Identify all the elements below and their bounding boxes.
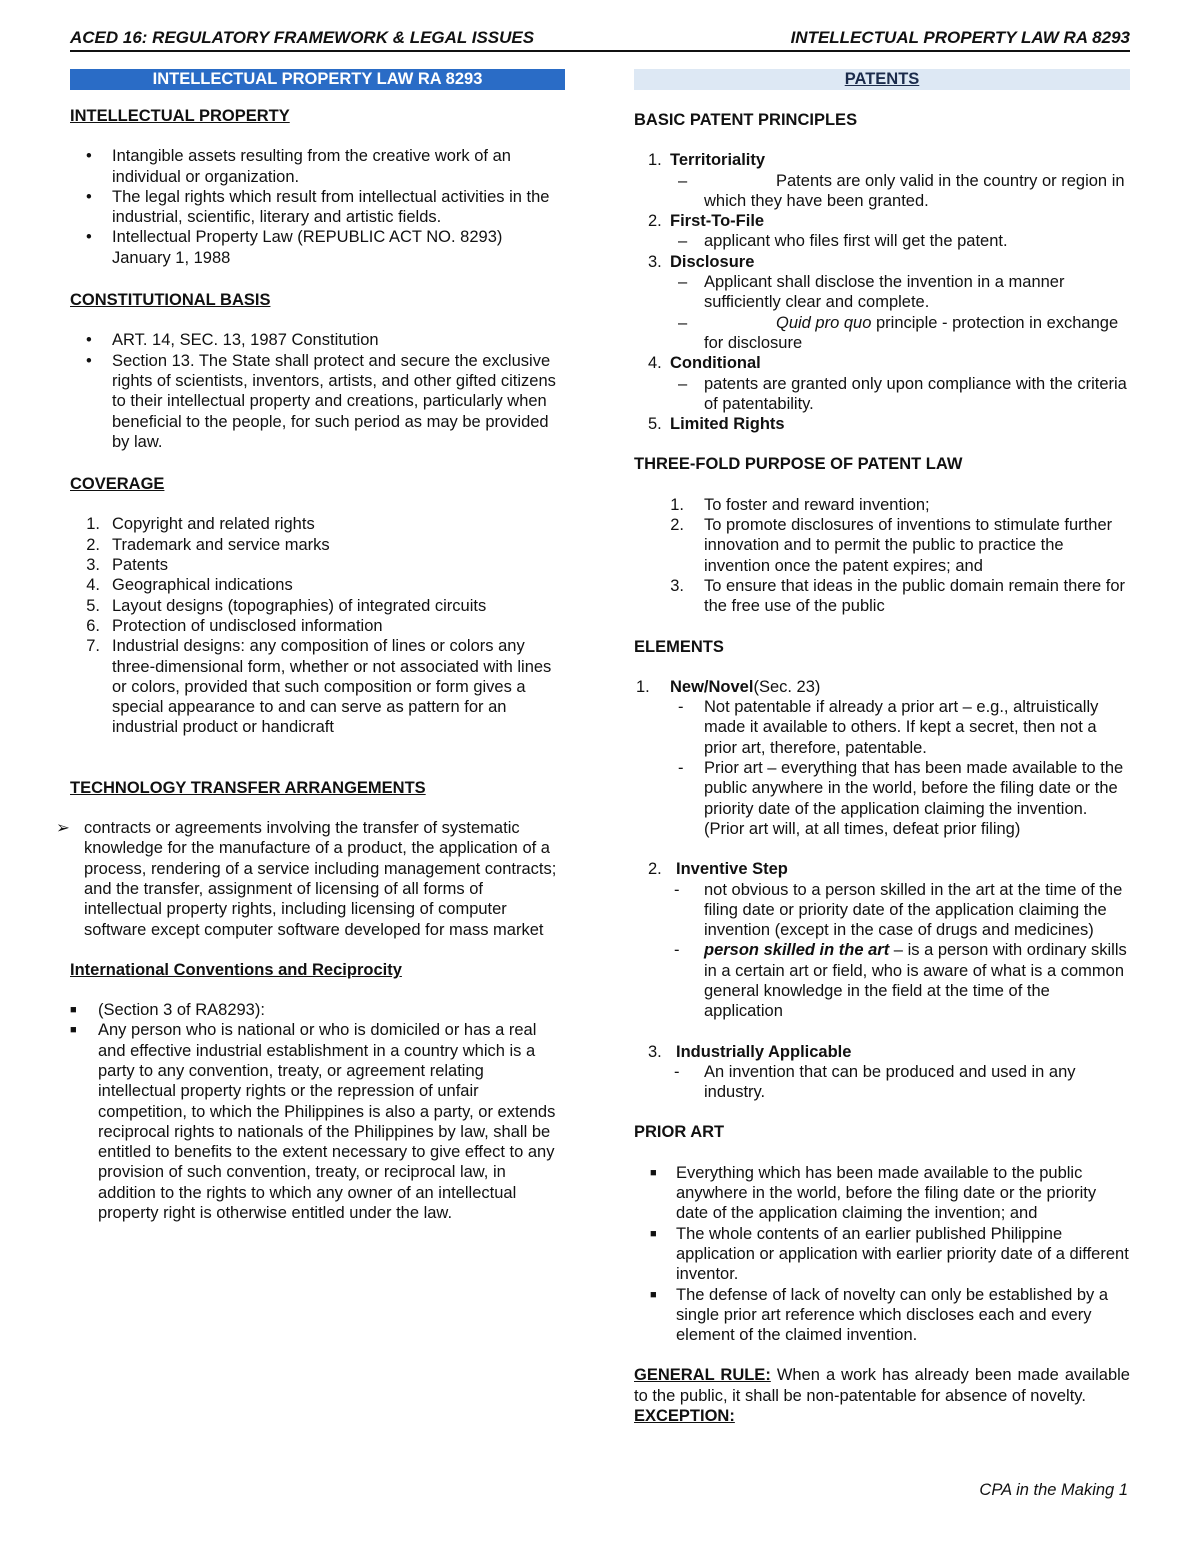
ip-heading: INTELLECTUAL PROPERTY [70,107,290,125]
principle-desc: – Quid pro quo principle - protection in exchange for disclosure [678,313,1119,352]
coverage-heading: COVERAGE [70,475,165,494]
intl-heading: International Conventions and Reciprocity [70,960,402,979]
page-footer: CPA in the Making 1 [979,1481,1128,1499]
list-item: 7. Industrial designs: any composition of lines or colors any three-dimensional form, whether or not associated with lines or colors, provided that such composition or form gives a special appearance to and can serve as pattern for an industrial product or handicraft [86,637,552,737]
element-desc: - Not patentable if already a prior art – e.g., altruistically made it available to others. If kept a secret, then not a prior art, therefore, patentable. [678,698,1099,757]
left-column [56,69,565,1223]
square-bullet-icon: ■ [650,1166,657,1179]
left-banner: INTELLECTUAL PROPERTY LAW RA 8293 [70,69,565,90]
list-item: 5. Layout designs (topographies) of integrated circuits [86,596,487,615]
list-item: ■ (Section 3 of RA8293): [70,1001,265,1020]
list-item: ■ The defense of lack of novelty can only be established by a single prior art reference which discloses each and every element of the claimed invention. [650,1285,1109,1345]
right-banner: PATENTS [634,69,1130,90]
square-bullet-icon: ■ [650,1227,657,1240]
bullet-icon: • [86,228,92,247]
principles-heading: BASIC PATENT PRINCIPLES [634,111,858,129]
list-item: 4. Geographical indications [86,576,293,595]
list-item: 1. Copyright and related rights [86,515,315,534]
tta-heading: TECHNOLOGY TRANSFER ARRANGEMENTS [70,778,426,797]
header-course-title: ACED 16: REGULATORY FRAMEWORK & LEGAL ISSUES [70,28,535,47]
list-item: • Section 13. The State shall protect and secure the exclusive rights of scientists, inventors, artists, and other gifted citizens to their intellectual property and creations, particularly when beneficial to the people, for such period as may be provided by law. [86,351,556,451]
page-header [70,26,1130,52]
list-item: • Intangible assets resulting from the creative work of an individual or organization. [86,147,511,186]
list-item: ■ Everything which has been made available to the public anywhere in the world, before the filing date or the priority date of the application claiming the invention; and [650,1163,1097,1223]
purpose-heading: THREE-FOLD PURPOSE OF PATENT LAW [634,455,963,474]
square-bullet-icon: ■ [650,1288,657,1301]
element-item: 3. Industrially Applicable [648,1042,852,1061]
element-desc: - Prior art – everything that has been made available to the public anywhere in the world, before the filing date or the priority date of the application claiming the invention. (Prior art will, at all times, defeat prior filing) [678,759,1124,838]
list-item: 6. Protection of undisclosed information [86,616,383,635]
principle-desc: – patents are granted only upon compliance with the criteria of patentability. [678,374,1127,413]
bullet-icon: • [86,331,92,350]
principle-desc: – applicant who files first will get the patent. [678,232,1008,251]
constitutional-list [70,330,565,452]
list-item: • Intellectual Property Law (REPUBLIC ACT NO. 8293) January 1, 1988 [86,228,503,267]
bullet-icon: • [86,147,92,166]
tta-list [56,818,565,940]
intl-list [70,1000,565,1223]
list-item: • The legal rights which result from intellectual activities in the industrial, scientific, literary and artistic fields. [86,187,550,227]
list-item: ➢ contracts or agreements involving the transfer of systematic knowledge for the manufacture of a product, the application of a process, rendering of a service including management contracts; and the transfer, assignment of licensing of all forms of intellectual property rights, including licensing of computer software except computer software developed for mass market [56,819,557,939]
principle-item: 4. Conditional [648,354,761,373]
list-item: 3. Patents [86,556,168,575]
right-column [634,69,1130,1426]
element-item: 1. New/Novel(Sec. 23) [636,677,821,696]
list-item: ■ The whole contents of an earlier published Philippine application or application with earlier priority date of a different inventor. [650,1224,1129,1284]
purpose-list [634,495,1130,617]
list-item: 2. Trademark and service marks [86,535,330,554]
principle-desc: – Patents are only valid in the country or region in which they have been granted. [678,171,1125,210]
header-topic-title: INTELLECTUAL PROPERTY LAW RA 8293 [790,28,1130,47]
arrow-bullet-icon: ➢ [56,819,70,838]
list-item: 3. To ensure that ideas in the public domain remain there for the free use of the public [670,576,1125,616]
exception-label: EXCEPTION: [634,1407,735,1426]
square-bullet-icon: ■ [70,1024,77,1037]
elements-heading: ELEMENTS [634,637,724,656]
coverage-list [70,514,565,737]
prior-art-list [634,1163,1130,1346]
principle-item: 1. Territoriality [648,151,766,170]
element-desc: - not obvious to a person skilled in the art at the time of the filing date or priority date of the application claiming the invention (except in the case of drugs and medicines) [674,880,1123,940]
list-item: • ART. 14, SEC. 13, 1987 Constitution [86,331,379,350]
element-desc: - person skilled in the art – is a person with ordinary skills in a certain art or field, who is aware of what is a common general knowledge in the field at the time of the application [674,941,1127,1021]
principles-list [634,150,1130,434]
bullet-icon: • [86,187,92,206]
element-item: 2. Inventive Step [648,860,788,879]
principle-desc: – Applicant shall disclose the invention in a manner sufficiently clear and complete. [678,273,1065,312]
principle-item: 5. Limited Rights [648,415,785,434]
list-item: ■ Any person who is national or who is domiciled or has a real and effective industrial establishment in a country which is a party to any convention, treaty, or agreement relating intellectual property rights or the repression of unfair competition, to which the Philippines is also a party, or extends reciprocal rights to nationals of the Philippines by law, shall be entitled to benefits to the extent necessary to give effect to any provision of such convention, treaty, or reciprocal law, in addition to the rights to which any owner of an intellectual property right is otherwise entitled under the law. [70,1021,556,1223]
ip-list [70,146,565,268]
prior-art-heading: PRIOR ART [634,1123,725,1142]
element-desc: - An invention that can be produced and used in any industry. [674,1062,1076,1102]
list-item: 2. To promote disclosures of inventions to stimulate further innovation and to permit the public to practice the invention once the patent expires; and [670,516,1113,575]
square-bullet-icon: ■ [70,1004,77,1017]
principle-item: 3. Disclosure [648,252,755,271]
general-rule: GENERAL RULE: When a work has already been made available to the public, it shall be non-patentable for absence of novelty. [634,1366,1130,1405]
constitutional-heading: CONSTITUTIONAL BASIS [70,291,271,310]
principle-item: 2. First-To-File [648,212,765,231]
bullet-icon: • [86,351,92,370]
list-item: 1. To foster and reward invention; [670,495,930,514]
